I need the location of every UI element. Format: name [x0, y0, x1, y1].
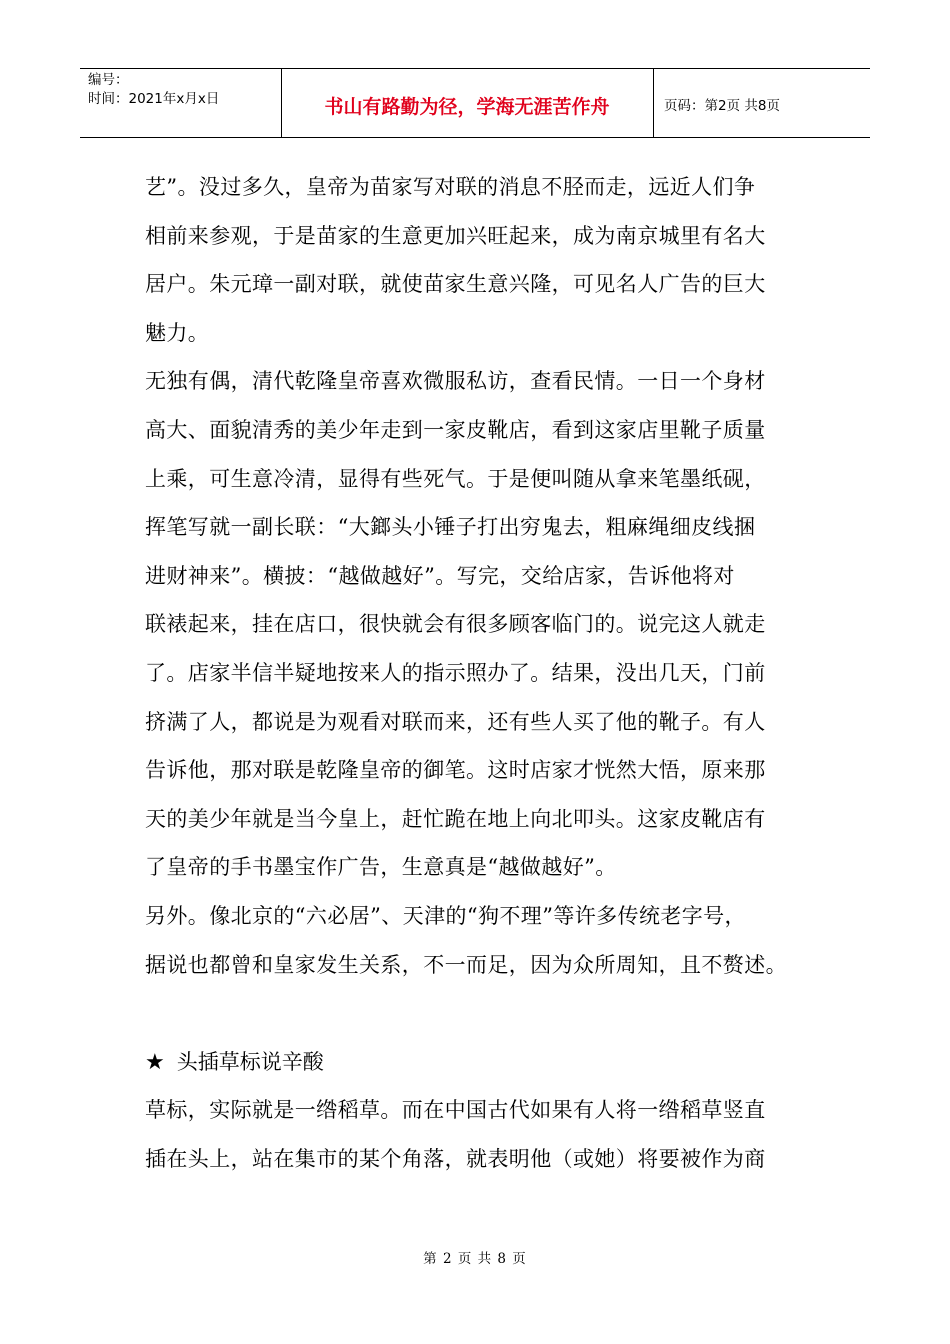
header-motto: 书山有路勤为径，学海无涯苦作舟: [324, 96, 610, 118]
document-number-label: 编号：: [88, 72, 129, 88]
body-line: 了皇帝的手书墨宝作广告，生意真是“越做越好”。: [145, 855, 617, 880]
body-line: 天的美少年就是当今皇上，赶忙跪在地上向北叩头。这家皮靴店有: [145, 806, 766, 831]
page-header: [80, 68, 870, 138]
document-body: [145, 163, 810, 1183]
header-meta: [88, 71, 219, 109]
body-line: 挤满了人，都说是为观看对联而来，还有些人买了他的靴子。有人: [145, 709, 766, 734]
body-line: 无独有偶，清代乾隆皇帝喜欢微服私访，查看民情。一日一个身材: [145, 369, 766, 394]
body-line: 高大、面貌清秀的美少年走到一家皮靴店，看到这家店里靴子质量: [145, 417, 766, 442]
body-line: 草标，实际就是一绺稻草。而在中国古代如果有人将一绺稻草竖直: [145, 1098, 766, 1123]
body-line: 魅力。: [145, 320, 210, 345]
section-heading: [145, 1038, 810, 1087]
body-line: 联裱起来，挂在店口，很快就会有很多顾客临门的。说完这人就走: [145, 612, 766, 637]
body-line: 告诉他，那对联是乾隆皇帝的御笔。这时店家才恍然大悟，原来那: [145, 758, 766, 783]
paragraph-gap: [145, 989, 810, 1038]
body-line: 插在头上，站在集市的某个角落，就表明他（或她）将要被作为商: [145, 1146, 766, 1171]
body-line: 进财神来”。横披：“越做越好”。写完，交给店家，告诉他将对: [145, 563, 735, 588]
header-page-info: 页码：第2页 共8页: [664, 98, 780, 114]
body-line: 了。店家半信半疑地按来人的指示照办了。结果，没出几天，门前: [145, 660, 766, 685]
body-line: 另外。像北京的“六必居”、天津的“狗不理”等许多传统老字号，: [145, 903, 746, 928]
body-line: 上乘，可生意冷清，显得有些死气。于是便叫随从拿来笔墨纸砚，: [145, 466, 766, 491]
body-line: 挥笔写就一副长联：“大鎯头小锤子打出穷鬼去，粗麻绳细皮线捆: [145, 515, 756, 540]
star-icon: ★: [145, 1049, 165, 1075]
page-footer: 第 2 页 共 8 页: [423, 1251, 527, 1267]
section-heading-text: 头插草标说辛酸: [176, 1049, 324, 1074]
body-line: 艺”。没过多久，皇帝为苗家写对联的消息不胫而走，远近人们争: [145, 175, 756, 199]
document-time-label: 时间：2021年x月x日: [88, 91, 220, 107]
body-line: 据说也都曾和皇家发生关系，不一而足，因为众所周知，且不赘述。: [145, 952, 787, 977]
header-divider: [653, 69, 654, 137]
body-line: 相前来参观，于是苗家的生意更加兴旺起来，成为南京城里有名大: [145, 223, 766, 248]
body-line: 居户。朱元璋一副对联，就使苗家生意兴隆，可见名人广告的巨大: [145, 272, 766, 297]
